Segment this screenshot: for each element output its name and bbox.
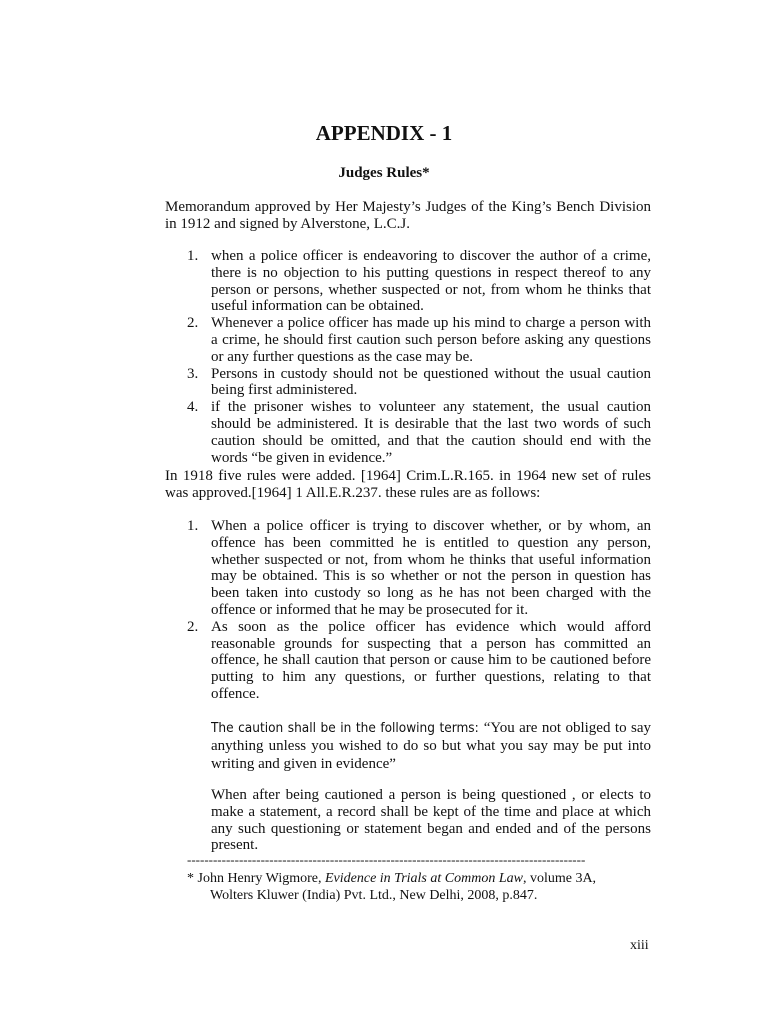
- list-item-number: 2.: [187, 315, 199, 332]
- appendix-title: APPENDIX - 1: [315, 121, 453, 145]
- list-item: [187, 618, 651, 703]
- list-item-number: 2.: [187, 618, 199, 635]
- list-item-number: 3.: [187, 365, 199, 382]
- footnote-work-title: Evidence in Trials at Common Law: [325, 871, 523, 886]
- list-item-number: 4.: [187, 399, 199, 416]
- list-item-text: Persons in custody should not be questioned without the usual caution being first administered.: [211, 365, 651, 399]
- caution-lead: The caution shall be in the following terms:: [211, 720, 479, 736]
- list-item-text: if the prisoner wishes to volunteer any statement, the usual caution should be administered. It is desirable that the last two words of such caution should be omitted, and that the caution should end with the words “be given in evidence.”: [211, 399, 651, 466]
- list-item: [187, 399, 651, 466]
- list-item-text: when a police officer is endeavoring to discover the author of a crime, there is no objection to his putting questions in respect thereof to any person or persons, whether suspected or not, from whom he thinks that useful information can be obtained.: [211, 248, 651, 315]
- list-item-text: As soon as the police officer has evidence which would afford reasonable grounds for suspecting that a person has committed an offence, he shall caution that person or cause him to be cautioned before putting to him any questions, or further questions, relating to that offence.: [211, 618, 651, 702]
- caution-paragraph: [211, 719, 651, 772]
- footnote-marker: *: [187, 871, 194, 886]
- list-item: [187, 518, 651, 619]
- page-number: xiii: [630, 938, 649, 953]
- footnote-author: John Henry Wigmore,: [197, 871, 322, 886]
- rules-1964-list: [187, 518, 651, 703]
- list-item: [187, 315, 651, 365]
- list-item-text: When a police officer is trying to discover whether, or by whom, an offence has been committed he is entitled to question any person, whether suspected or not, from whom he thinks that useful information may be obtained. This is so whether or not the person in question has been taken into custody so long as he has not been charged with the offence or informed that he may be prosecuted for it.: [211, 518, 651, 618]
- footnote-divider: --------------------------------------------------------------------------------------------: [187, 852, 586, 867]
- list-item-number: 1.: [187, 248, 199, 264]
- caution-quote: “You are not obliged to say anything unless you wished to do so but what you say may be put into writing and given in evidence”: [211, 720, 652, 772]
- appendix-subtitle: Judges Rules*: [338, 165, 430, 181]
- footnote: [187, 870, 657, 904]
- list-item-text: Whenever a police officer has made up his mind to charge a person with a crime, he should first caution such person before asking any questions or any further questions as the case may be.: [211, 315, 651, 365]
- middle-paragraph: In 1918 five rules were added. [1964] Crim.L.R.165. in 1964 new set of rules was approved.[1964] 1 All.E.R.237. these rules are as follows:: [165, 468, 651, 501]
- list-item: [187, 365, 651, 400]
- after-caution-paragraph: When after being cautioned a person is being questioned , or elects to make a statement, a record shall be kept of the time and place at which any such questioning or statement began and ended and of the persons present.: [211, 787, 651, 854]
- intro-paragraph: Memorandum approved by Her Majesty’s Judges of the King’s Bench Division in 1912 and signed by Alverstone, L.C.J.: [165, 199, 651, 232]
- footnote-volume: , volume 3A,: [522, 871, 597, 886]
- rules-1912-list: [187, 248, 651, 466]
- footnote-publisher: Wolters Kluwer (India) Pvt. Ltd., New Delhi, 2008, p.847.: [210, 888, 538, 903]
- list-item-number: 1.: [187, 518, 199, 534]
- list-item: [187, 248, 651, 315]
